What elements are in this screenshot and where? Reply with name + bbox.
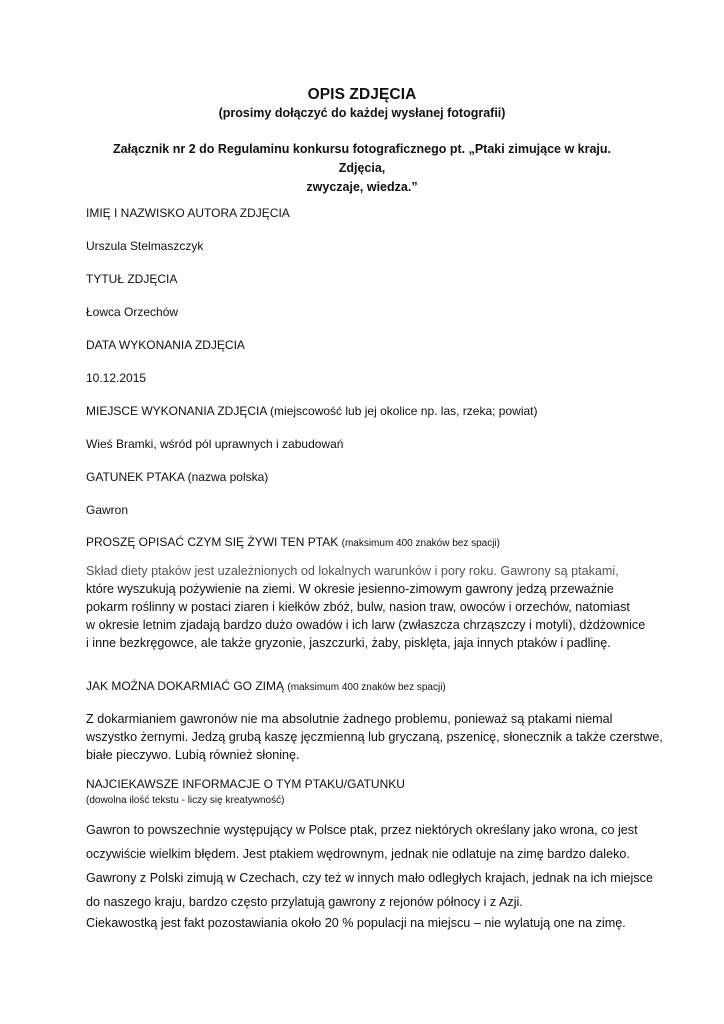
species-label-row (86, 470, 268, 484)
facts-text-line: Gawrony z Polski zimują w Czechach, czy też w innych mało odległych krajach, jednak na ich miejsce (86, 871, 653, 885)
diet-label-row (86, 535, 500, 549)
feeding-text (86, 710, 663, 764)
feeding-label-row (86, 679, 446, 693)
species-value: Gawron (86, 503, 129, 517)
attachment-note (100, 140, 624, 197)
document-title: OPIS ZDJĘCIA (307, 86, 417, 103)
facts-text-line: oczywiście wielkim błędem. Jest ptakiem wędrownym, jednak nie odlatuje na zimę bardzo daleko. (86, 847, 630, 861)
facts-text (86, 818, 653, 932)
facts-text-line: Gawron to powszechnie występujący w Polsce ptak, przez niektórych określany jako wrona, co jest (86, 823, 638, 837)
date-value: 10.12.2015 (86, 371, 147, 385)
species-hint: (nazwa polska) (187, 470, 269, 484)
feeding-hint: (maksimum 400 znaków bez spacji) (287, 682, 446, 693)
author-label: IMIĘ I NAZWISKO AUTORA ZDJĘCIA (86, 206, 290, 220)
diet-text-line: w okresie letnim zjadają bardzo dużo owadów i ich larw (zwłaszcza chrząszczy i motyli), dżdżownice (86, 618, 646, 632)
diet-text-line: i inne bezkręgowce, ale także gryzonie, jaszczurki, żaby, pisklęta, jaja innych ptaków i padlinę. (86, 636, 611, 650)
photo-title-value: Łowca Orzechów (86, 305, 179, 319)
diet-text-line: pokarm roślinny w postaci ziaren i kiełków zbóż, bulw, nasion traw, owoców i orzechów, natomiast (86, 600, 630, 614)
diet-label: PROSZĘ OPISAĆ CZYM SIĘ ŻYWI TEN PTAK (86, 535, 339, 549)
facts-text-line: Ciekawostką jest fakt pozostawiania około 20 % populacji na miejscu – nie wylatują one na zimę. (86, 916, 626, 930)
document-subtitle: (prosimy dołączyć do każdej wysłanej fotografii) (218, 106, 506, 120)
feeding-text-line: białe pieczywo. Lubią również słoninę. (86, 748, 300, 762)
diet-hint: (maksimum 400 znaków bez spacji) (341, 538, 500, 549)
place-label-row (86, 404, 538, 418)
author-value: Urszula Stelmaszczyk (86, 239, 204, 253)
diet-text (86, 562, 646, 652)
species-label: GATUNEK PTAKA (86, 470, 185, 484)
facts-text-line: do naszego kraju, bardzo często przylatują gawrony z rejonów północy i z Azji. (86, 895, 523, 909)
place-value: Wieś Bramki, wśród pól uprawnych i zabudowań (86, 437, 344, 451)
feeding-label: JAK MOŻNA DOKARMIAĆ GO ZIMĄ (86, 679, 285, 693)
feeding-text-line: Z dokarmianiem gawronów nie ma absolutnie żadnego problemu, ponieważ są ptakami niemal (86, 712, 613, 726)
diet-text-line: które wyszukują pożywienie na ziemi. W okresie jesienno-zimowym gawrony jedzą przeważnie (86, 582, 614, 596)
place-label: MIEJSCE WYKONANIA ZDJĘCIA (86, 404, 267, 418)
attachment-note-line: zwyczaje, wiedza.” (306, 180, 418, 194)
date-label: DATA WYKONANIA ZDJĘCIA (86, 338, 245, 352)
attachment-note-line: Załącznik nr 2 do Regulaminu konkursu fotograficznego pt. „Ptaki zimujące w kraju. Zdjęcia, (112, 142, 611, 175)
diet-text-line: Skład diety ptaków jest uzależnionych od lokalnych warunków i pory roku. Gawrony są ptakami, (86, 564, 619, 578)
place-hint: (miejscowość lub jej okolice np. las, rzeka; powiat) (270, 404, 538, 418)
facts-label: NAJCIEKAWSZE INFORMACJE O TYM PTAKU/GATUNKU (86, 777, 405, 791)
feeding-text-line: wszystko żernymi. Jedzą grubą kaszę jęczmienną lub gryczaną, pszenicę, słonecznik a także czerstwe, (86, 730, 663, 744)
photo-title-label: TYTUŁ ZDJĘCIA (86, 272, 178, 286)
facts-hint: (dowolna ilość tekstu - liczy się kreatywność) (86, 795, 285, 806)
